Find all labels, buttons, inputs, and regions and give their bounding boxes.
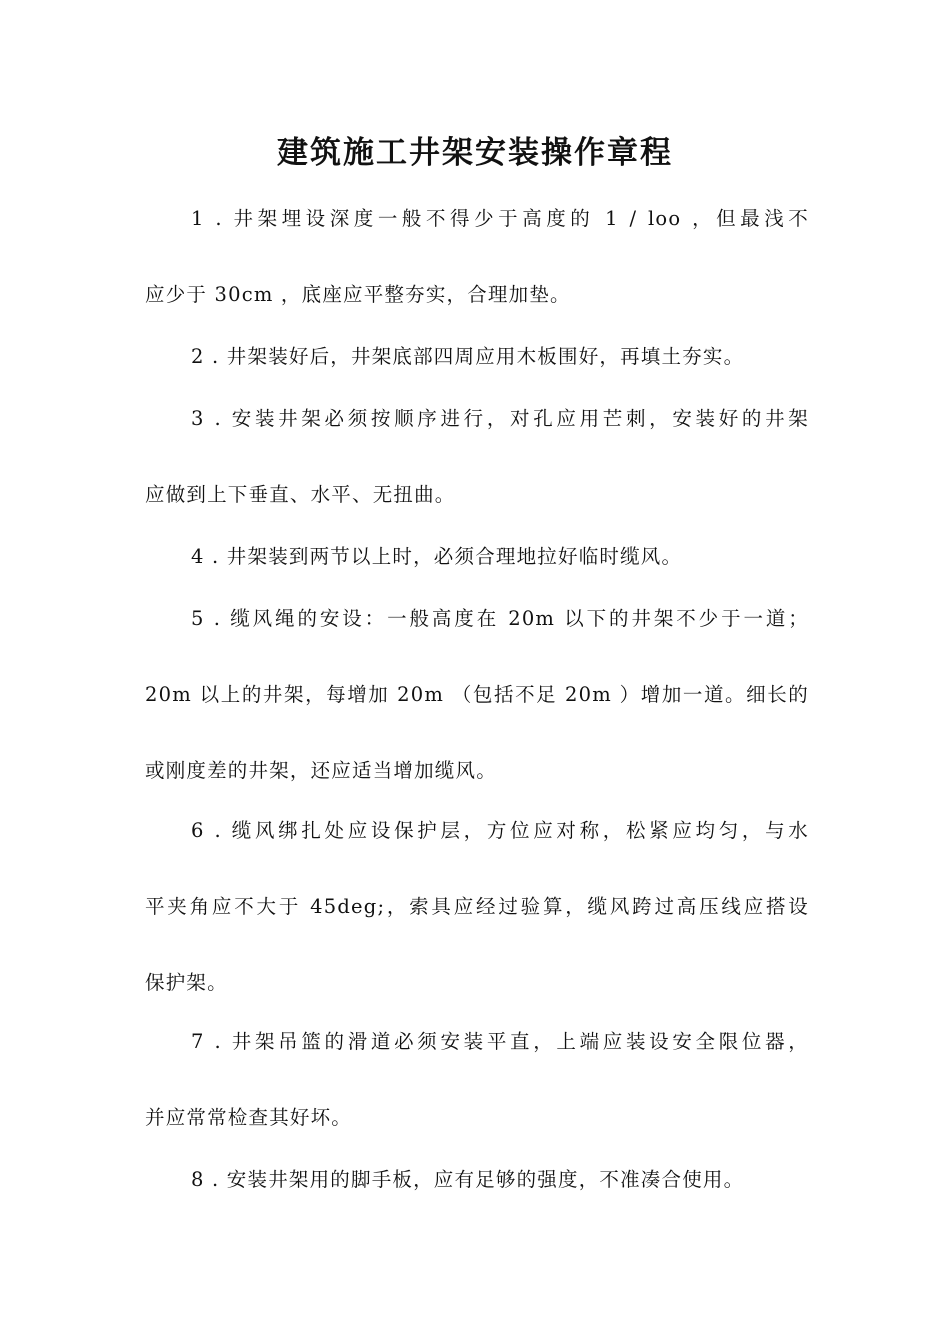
clause-line: 应少于 30cm ，底座应平整夯实，合理加垫。	[145, 283, 571, 306]
clause-line: 平夹角应不大于 45deg;，索具应经过验算，缆风跨过高压线应搭设	[145, 895, 809, 918]
clause-1	[145, 181, 809, 333]
clause-line: 应做到上下垂直、水平、无扭曲。	[145, 483, 456, 506]
clause-8	[145, 1142, 809, 1218]
document-title: 建筑施工井架安装操作章程	[277, 135, 673, 171]
clause-5	[145, 581, 809, 809]
clause-line: 2 . 井架装好后，井架底部四周应用木板围好，再填土夯实。	[191, 345, 745, 368]
clause-line: 20m 以上的井架，每增加 20m （包括不足 20m ）增加一道。细长的	[145, 683, 809, 706]
clause-line: 5 . 缆风绳的安设：一般高度在 20m 以下的井架不少于一道；	[191, 607, 809, 630]
clause-line: 并应常常检查其好坏。	[145, 1106, 353, 1129]
clause-line: 6 . 缆风绑扎处应设保护层，方位应对称，松紧应均匀，与水	[191, 819, 809, 842]
clause-7	[145, 1004, 809, 1156]
clause-line: 4 . 井架装到两节以上时，必须合理地拉好临时缆风。	[191, 545, 683, 568]
clause-line: 保护架。	[145, 971, 228, 994]
clause-line: 或刚度差的井架，还应适当增加缆风。	[145, 759, 497, 782]
clause-line: 8 . 安装井架用的脚手板，应有足够的强度，不准凑合使用。	[191, 1168, 745, 1191]
clause-line: 1 . 井架埋设深度一般不得少于高度的 1 / loo ，但最浅不	[191, 207, 809, 230]
clause-line: 3 . 安装井架必须按顺序进行，对孔应用芒刺，安装好的井架	[191, 407, 809, 430]
clause-6	[145, 793, 809, 1021]
clause-line: 7 . 井架吊篮的滑道必须安装平直，上端应装设安全限位器，	[191, 1030, 809, 1053]
clause-3	[145, 381, 809, 533]
